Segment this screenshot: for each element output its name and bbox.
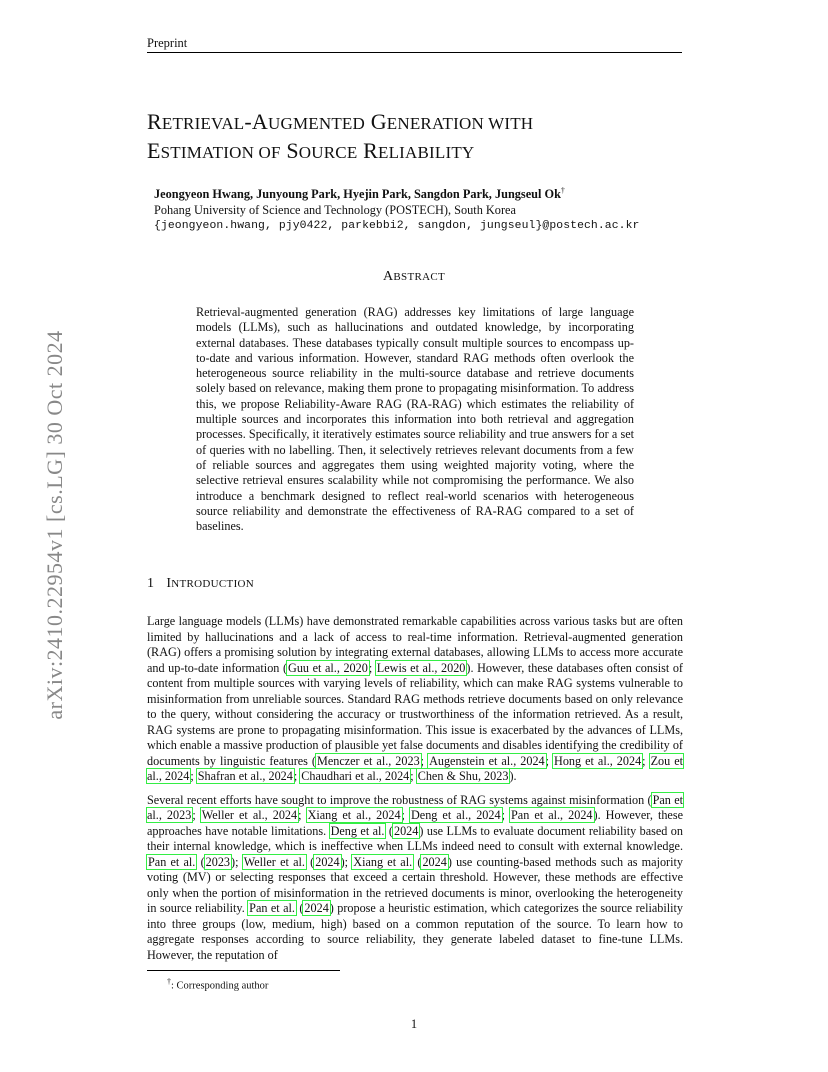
title-separator: - — [244, 109, 252, 134]
citation-link[interactable]: Pan et al., 2023 — [147, 792, 684, 822]
citation-link[interactable]: Weller et al. — [243, 854, 305, 869]
header-rule — [147, 52, 682, 53]
citation-link[interactable]: Chen & Shu, 2023 — [417, 769, 509, 783]
title-word-cap: A — [251, 109, 268, 134]
title-word-rest: UGMENTED — [268, 114, 365, 133]
footnote-mark: † — [167, 977, 171, 986]
abstract-heading-rest: BSTRACT — [393, 271, 446, 283]
citation-link[interactable]: Lewis et al., 2020 — [376, 660, 466, 675]
citation-link[interactable]: Xiang et al., 2024 — [307, 808, 401, 822]
abstract-heading-cap: A — [382, 269, 394, 284]
dagger-mark: † — [560, 186, 565, 195]
paragraph: Large language models (LLMs) have demonstrated remarkable capabilities across various tasks but are often limited by hallucinations and a lack of access to real-time information. Retrieval-augmented generation (RAG) offers a promising solution by integrating external databases, allowing LLMs to access more accurate and up-to-date information (Guu et al., 2020; Lewis et al., 2020). However, these databases often consist of content from multiple sources with varying levels of reliability, which can make RAG systems vulnerable to misinformation from unreliable sources. Standard RAG methods retrieve documents based on only relevance to the query, without considering the accuracy or trustworthiness of the information retrieved. As a result, RAG systems are prone to propagating misinformation. This issue is exacerbated by the advances of LLMs, which enable a massive production of plausible yet false documents and disables identifying the credibility of documents by linguistic features (Menczer et al., 2023; Augenstein et al., 2024; Hong et al., 2024; Zou et al., 2024; Shafran et al., 2024; Chaudhari et al., 2024; Chen & Shu, 2023). — [147, 614, 683, 783]
citation-link[interactable]: Guu et al., 2020 — [288, 660, 368, 675]
citation-link[interactable]: Augenstein et al., 2024 — [429, 753, 545, 768]
title-word-cap: R — [147, 109, 162, 134]
citation-link[interactable]: Deng et al. — [330, 823, 385, 838]
author-block — [154, 183, 694, 234]
section-number: 1 — [147, 576, 155, 591]
citation-link[interactable]: 2024 — [393, 823, 419, 838]
arxiv-identifier: arXiv:2410.22954v1 [cs.LG] 30 Oct 2024 — [42, 330, 67, 720]
citation-link[interactable]: Zou et al., 2024 — [147, 753, 683, 783]
section-title-cap: I — [166, 576, 172, 591]
citation-link[interactable]: Pan et al., 2024 — [511, 808, 593, 822]
citation-link[interactable]: Chaudhari et al., 2024 — [301, 769, 410, 783]
citation-link[interactable]: Pan et al. — [249, 901, 295, 915]
citation-link[interactable]: 2024 — [304, 901, 329, 915]
paragraph: Several recent efforts have sought to improve the robustness of RAG systems against misinformation (Pan et al., 2023; Weller et al., 2024; Xiang et al., 2024; Deng et al., 2024; Pan et al., 2024). However, these approaches have notable limitations. Deng et al. (2024) use LLMs to evaluate document reliability based on their internal knowledge, which is ineffective when LLMs indeed need to consult with external knowledge. Pan et al. (2023); Weller et al. (2024); Xiang et al. (2024) use counting-based methods such as majority voting (MV) or selecting responses that exceed a certain threshold. However, these methods are effective only when the portion of misinformation in the retrieved documents is minor, overlooking the heterogeneity in source reliability. Pan et al. (2024) propose a heuristic estimation, which categorizes the source reliability into three groups (low, medium, high) based on a common reputation of the source. To learn how to aggregate responses according to source reliability, they generate labeled dataset to fine-tune LLMs. However, the reputation of — [147, 792, 684, 962]
citation-link[interactable]: 2023 — [205, 854, 231, 869]
title-word-rest: ETRIEVAL — [161, 114, 245, 133]
title-word-rest: ELIABILITY — [377, 143, 475, 162]
citation-link[interactable]: 2024 — [422, 854, 447, 869]
title-word-cap: S — [286, 138, 299, 163]
title-line-2 — [147, 137, 707, 166]
title-word-cap: R — [363, 138, 378, 163]
title-word-cap: E — [147, 138, 161, 163]
paper-title — [147, 108, 707, 166]
citation-link[interactable]: Shafran et al., 2024 — [197, 769, 293, 783]
citation-link[interactable]: Weller et al., 2024 — [201, 808, 298, 822]
citation-link[interactable]: Pan et al. — [148, 854, 196, 869]
section-heading — [147, 576, 254, 592]
citation-link[interactable]: Menczer et al., 2023 — [316, 753, 420, 768]
citation-link[interactable]: 2024 — [315, 854, 340, 869]
abstract-heading — [0, 269, 828, 285]
title-word-rest: OURCE — [298, 143, 358, 162]
author-emails: {jeongyeon.hwang, pjy0422, parkebbi2, sangdon, jungseul}@postech.ac.kr — [154, 220, 640, 233]
section-title-rest: NTRODUCTION — [171, 578, 255, 590]
footnote-text: : Corresponding author — [171, 980, 269, 992]
abstract-text: Retrieval-augmented generation (RAG) addresses key limitations of large language models (LLMs), such as hallucinations and outdated knowledge, by incorporating external databases. These databases typically consult multiple sources to encompass up-to-date and various information. However, standard RAG methods often overlook the heterogeneous source reliability in the multi-source database and retrieve documents solely based on relevance, making them prone to propagating misinformation. To address this, we propose Reliability-Aware RAG (RA-RAG) which estimates the reliability of multiple sources and incorporates this information into both retrieval and aggregation processes. Specifically, it iteratively estimates source reliability and true answers for a set of queries with no labelling. Then, it selectively retrieves relevant documents from a few of reliable sources and aggregates them using weighted majority voting, where the selective retrieval ensures scalability while not compromising the performance. We also introduce a benchmark designed to reflect real-world scenarios with heterogeneous source reliability and demonstrate the effectiveness of RA-RAG compared to a set of baselines. — [196, 305, 634, 534]
author-names: Jeongyeon Hwang, Junyoung Park, Hyejin Park, Sangdon Park, Jungseul Ok — [154, 187, 561, 202]
citation-link[interactable]: Deng et al., 2024 — [410, 808, 501, 822]
title-word-cap: G — [370, 109, 387, 134]
body-text — [147, 614, 683, 971]
running-header: Preprint — [147, 36, 188, 50]
footnote — [167, 977, 268, 992]
affiliation: Pohang University of Science and Technology (POSTECH), South Korea — [154, 203, 516, 218]
title-word-rest: ENERATION WITH — [386, 114, 534, 133]
title-word-rest: STIMATION OF — [160, 143, 281, 162]
citation-link[interactable]: Xiang et al. — [353, 854, 413, 869]
citation-link[interactable]: Hong et al., 2024 — [554, 753, 642, 768]
page-number: 1 — [410, 1017, 418, 1031]
footnote-rule — [147, 970, 340, 971]
title-line-1 — [147, 108, 707, 137]
